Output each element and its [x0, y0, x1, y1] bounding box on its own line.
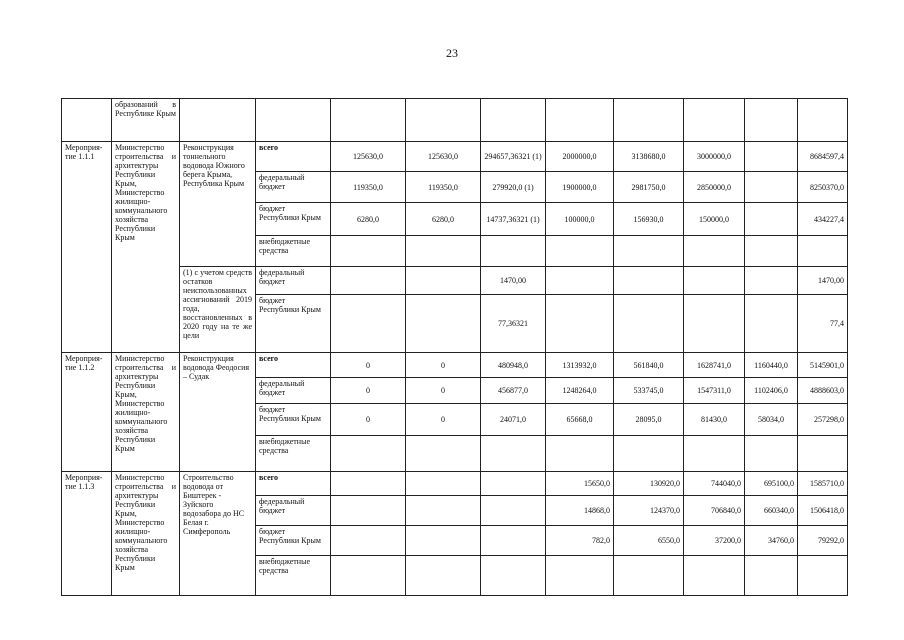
funding-label: всего	[256, 142, 331, 172]
value-cell: 1506418,0	[798, 496, 848, 526]
value-cell: 24071,0	[481, 404, 546, 436]
funding-label: бюджет Республики Крым	[256, 295, 331, 353]
value-cell: 100000,0	[546, 203, 614, 236]
value-cell: 8250370,0	[798, 172, 848, 203]
funding-label: всего	[256, 472, 331, 496]
value-cell: 782,0	[546, 526, 614, 556]
measure-name: Мероприя-тие 1.1.1	[62, 142, 112, 353]
value-cell: 5145901,0	[798, 353, 848, 378]
measure-name: Мероприя-тие 1.1.2	[62, 353, 112, 472]
value-cell: 0	[406, 404, 481, 436]
value-cell: 744040,0	[684, 472, 745, 496]
value-cell: 0	[331, 353, 406, 378]
value-cell: 1313932,0	[546, 353, 614, 378]
value-cell: 1160440,0	[745, 353, 798, 378]
funding-label: внебюджетные средства	[256, 556, 331, 596]
value-cell: 130920,0	[614, 472, 684, 496]
object-cell: Реконструкция водовода Феодосия – Судак	[180, 353, 256, 472]
value-cell: 14868,0	[546, 496, 614, 526]
table-row	[62, 142, 848, 172]
value-cell: 3138680,0	[614, 142, 684, 172]
value-cell: 2000000,0	[546, 142, 614, 172]
value-cell: 34760,0	[745, 526, 798, 556]
funding-label: внебюджетные средства	[256, 236, 331, 267]
value-cell: 15650,0	[546, 472, 614, 496]
executor-cell: Министерство строительства и архитектуры Республики Крым, Министерство жилищно-коммунального хозяйства Республики Крым	[112, 472, 180, 596]
value-cell	[745, 203, 798, 236]
table-row	[62, 353, 848, 378]
value-cell: 14737,36321 (1)	[481, 203, 546, 236]
value-cell: 1470,00	[481, 267, 546, 295]
value-cell: 6280,0	[406, 203, 481, 236]
value-cell: 1585710,0	[798, 472, 848, 496]
value-cell: 480948,0	[481, 353, 546, 378]
value-cell: 124370,0	[614, 496, 684, 526]
funding-label: всего	[256, 353, 331, 378]
funding-label: федеральный бюджет	[256, 267, 331, 295]
value-cell: 279920,0 (1)	[481, 172, 546, 203]
value-cell: 0	[331, 404, 406, 436]
funding-label: бюджет Республики Крым	[256, 404, 331, 436]
value-cell: 1900000,0	[546, 172, 614, 203]
funding-label: федеральный бюджет	[256, 496, 331, 526]
value-cell: 1248264,0	[546, 378, 614, 404]
funding-label: бюджет Республики Крым	[256, 203, 331, 236]
value-cell: 2850000,0	[684, 172, 745, 203]
value-cell: 533745,0	[614, 378, 684, 404]
value-cell	[745, 142, 798, 172]
value-cell: 8684597,4	[798, 142, 848, 172]
object-cell: Реконструкция тоннельного водовода Южного берега Крыма, Республика Крым	[180, 142, 256, 267]
value-cell: 81430,0	[684, 404, 745, 436]
value-cell: 6280,0	[331, 203, 406, 236]
value-cell: 561840,0	[614, 353, 684, 378]
measure-name: Мероприя-тие 1.1.3	[62, 472, 112, 596]
budget-table	[61, 98, 848, 596]
value-cell: 434227,4	[798, 203, 848, 236]
funding-label: бюджет Республики Крым	[256, 526, 331, 556]
value-cell: 1547311,0	[684, 378, 745, 404]
value-cell: 0	[406, 378, 481, 404]
value-cell: 695100,0	[745, 472, 798, 496]
value-cell: 1102406,0	[745, 378, 798, 404]
funding-label: внебюджетные средства	[256, 436, 331, 472]
value-cell: 125630,0	[406, 142, 481, 172]
value-cell: 257298,0	[798, 404, 848, 436]
executor-cell: Министерство строительства и архитектуры Республики Крым, Министерство жилищно-коммунального хозяйства Республики Крым	[112, 142, 180, 353]
executor-cell: Министерство строительства и архитектуры Республики Крым, Министерство жилищно-коммунального хозяйства Республики Крым	[112, 353, 180, 472]
value-cell: 150000,0	[684, 203, 745, 236]
value-cell: 119350,0	[406, 172, 481, 203]
value-cell	[745, 172, 798, 203]
value-cell: 6550,0	[614, 526, 684, 556]
object-cell: Строительство водовода от Биштерек - Зуйского водозабора до НС Белая г. Симферополь	[180, 472, 256, 596]
executor-cell: образований в Республике Крым	[112, 99, 180, 142]
value-cell: 156930,0	[614, 203, 684, 236]
table-row	[62, 267, 848, 295]
value-cell: 0	[331, 378, 406, 404]
funding-label: федеральный бюджет	[256, 172, 331, 203]
value-cell: 28095,0	[614, 404, 684, 436]
value-cell: 37200,0	[684, 526, 745, 556]
value-cell: 125630,0	[331, 142, 406, 172]
value-cell: 294657,36321 (1)	[481, 142, 546, 172]
footnote-cell: (1) с учетом средств остатков неиспользованных ассигнований 2019 года, восстановленных в 2020 году на те же цели	[180, 267, 256, 353]
value-cell: 3000000,0	[684, 142, 745, 172]
value-cell: 77,4	[798, 295, 848, 353]
value-cell: 4888603,0	[798, 378, 848, 404]
value-cell: 660340,0	[745, 496, 798, 526]
table-row	[62, 99, 848, 142]
value-cell: 79292,0	[798, 526, 848, 556]
value-cell: 119350,0	[331, 172, 406, 203]
value-cell: 706840,0	[684, 496, 745, 526]
value-cell: 456877,0	[481, 378, 546, 404]
value-cell: 1470,00	[798, 267, 848, 295]
value-cell: 0	[406, 353, 481, 378]
value-cell: 2981750,0	[614, 172, 684, 203]
value-cell: 1628741,0	[684, 353, 745, 378]
value-cell: 65668,0	[546, 404, 614, 436]
value-cell: 58034,0	[745, 404, 798, 436]
page-number: 23	[446, 46, 458, 60]
value-cell: 77,36321	[481, 295, 546, 353]
table-row	[62, 472, 848, 496]
funding-label: федеральный бюджет	[256, 378, 331, 404]
